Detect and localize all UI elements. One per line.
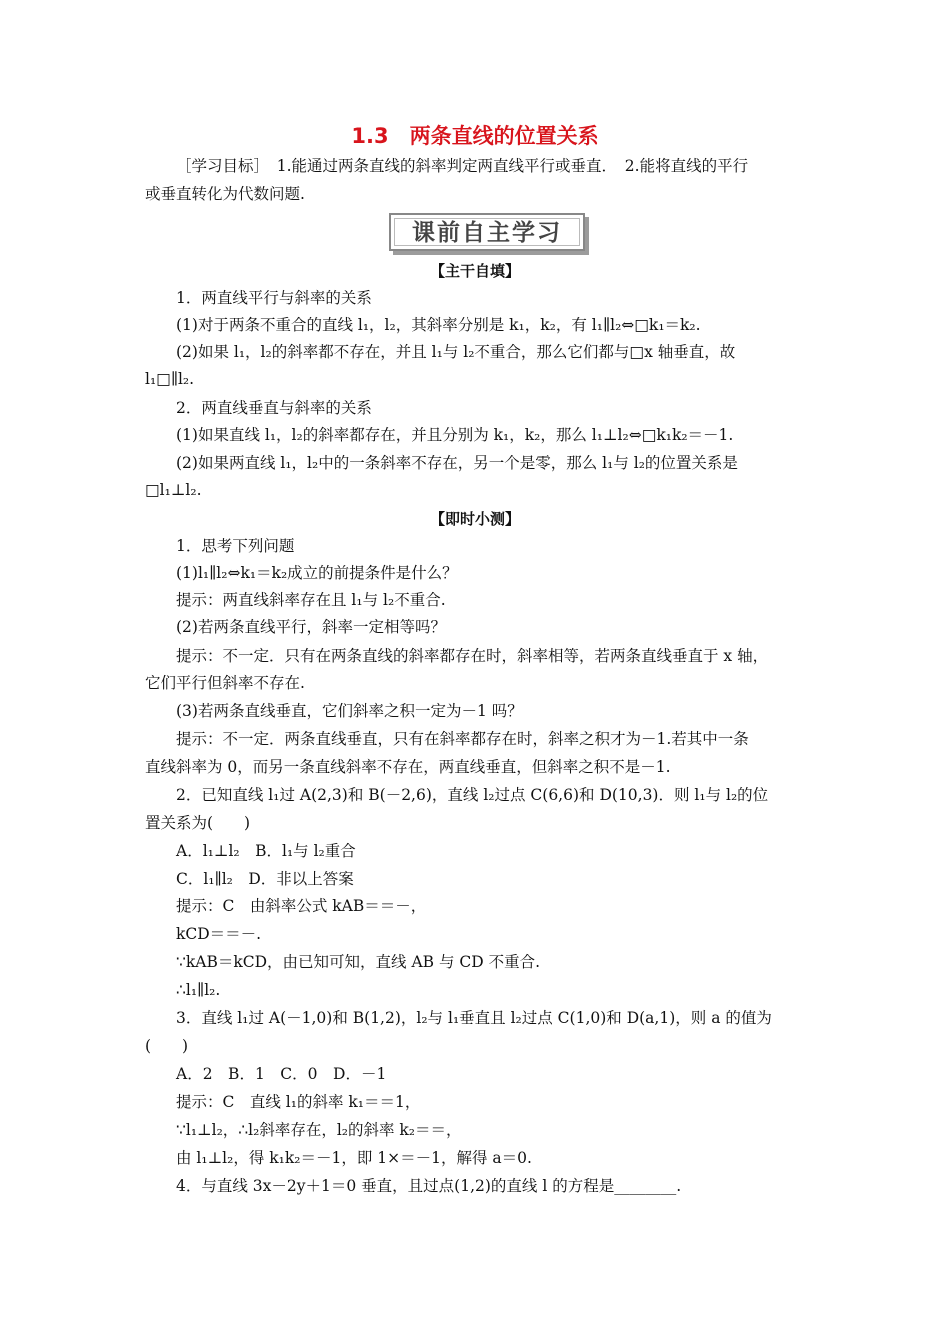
text-line: A．2 B．1 C．0 D．－1 <box>176 1065 387 1083</box>
text-line: 提示：C 直线 l₁的斜率 k₁＝＝1， <box>176 1093 421 1111</box>
banner-label: 课前自主学习 <box>394 218 580 246</box>
text-line: (2)如果两直线 l₁，l₂中的一条斜率不存在，另一个是零，那么 l₁与 l₂的位置关系是 <box>176 454 738 472</box>
text-line: ∵kAB＝kCD，由已知可知，直线 AB 与 CD 不重合. <box>176 953 541 971</box>
text-line: ( ) <box>145 1037 189 1055</box>
text-line: (2)若两条直线平行，斜率一定相等吗？ <box>176 618 446 636</box>
text-line: (3)若两条直线垂直，它们斜率之积一定为－1 吗？ <box>176 702 523 720</box>
text-line: 直线斜率为 0，而另一条直线斜率不存在，两直线垂直，但斜率之积不是－1. <box>145 758 671 776</box>
text-line: 提示：不一定．只有在两条直线的斜率都存在时，斜率相等，若两条直线垂直于 x 轴， <box>176 647 769 665</box>
text-line: 1．两直线平行与斜率的关系 <box>176 289 372 307</box>
learning-objectives-line: ［学习目标］ 1.能通过两条直线的斜率判定两直线平行或垂直． 2.能将直线的平行 <box>176 157 749 175</box>
text-line: kCD＝＝－. <box>176 925 262 943</box>
text-line: 3．直线 l₁过 A(－1,0)和 B(1,2)，l₂与 l₁垂直且 l₂过点 C(1,0)和 D(a,1)，则 a 的值为 <box>176 1009 772 1027</box>
text-line: (1)如果直线 l₁，l₂的斜率都存在，并且分别为 k₁，k₂，那么 l₁⊥l₂⇔□k₁k₂＝－1. <box>176 426 734 444</box>
text-line: 2．两直线垂直与斜率的关系 <box>176 399 372 417</box>
section-heading-main: 【主干自填】 <box>429 262 520 280</box>
text-line: 4．与直线 3x－2y＋1＝0 垂直，且过点(1,2)的直线 l 的方程是________. <box>176 1177 682 1195</box>
text-line: 置关系为( ) <box>145 814 251 832</box>
text-line: ∴l₁∥l₂. <box>176 981 221 999</box>
text-line: 提示：C 由斜率公式 kAB＝＝－， <box>176 897 427 915</box>
text-line: □l₁⊥l₂. <box>145 481 202 499</box>
text-line: 它们平行但斜率不存在. <box>145 674 305 692</box>
text-line: C．l₁∥l₂ D．非以上答案 <box>176 870 354 888</box>
text-line: A．l₁⊥l₂ B．l₁与 l₂重合 <box>176 842 356 860</box>
text-line: 1．思考下列问题 <box>176 537 295 555</box>
text-line: l₁□∥l₂. <box>145 370 195 388</box>
text-line: ∵l₁⊥l₂，∴l₂斜率存在，l₂的斜率 k₂＝＝， <box>176 1121 462 1139</box>
page-title: 1.3 两条直线的位置关系 <box>351 124 599 148</box>
section-banner <box>389 213 585 251</box>
text-line: (2)如果 l₁，l₂的斜率都不存在，并且 l₁与 l₂不重合，那么它们都与□x 轴垂直，故 <box>176 343 736 361</box>
learning-objectives-line: 或垂直转化为代数问题. <box>145 185 305 203</box>
text-line: 2．已知直线 l₁过 A(2,3)和 B(－2,6)，直线 l₂过点 C(6,6)和 D(10,3)．则 l₁与 l₂的位 <box>176 786 769 804</box>
text-line: 由 l₁⊥l₂，得 k₁k₂＝－1，即 1×＝－1，解得 a＝0. <box>176 1149 532 1167</box>
text-line: (1)l₁∥l₂⇔k₁＝k₂成立的前提条件是什么？ <box>176 564 458 582</box>
section-heading-quiz: 【即时小测】 <box>429 510 520 528</box>
text-line: 提示：两直线斜率存在且 l₁与 l₂不重合. <box>176 591 446 609</box>
text-line: (1)对于两条不重合的直线 l₁，l₂，其斜率分别是 k₁，k₂，有 l₁∥l₂⇔□k₁＝k₂. <box>176 316 701 334</box>
text-line: 提示：不一定．两条直线垂直，只有在斜率都存在时，斜率之积才为－1.若其中一条 <box>176 730 749 748</box>
